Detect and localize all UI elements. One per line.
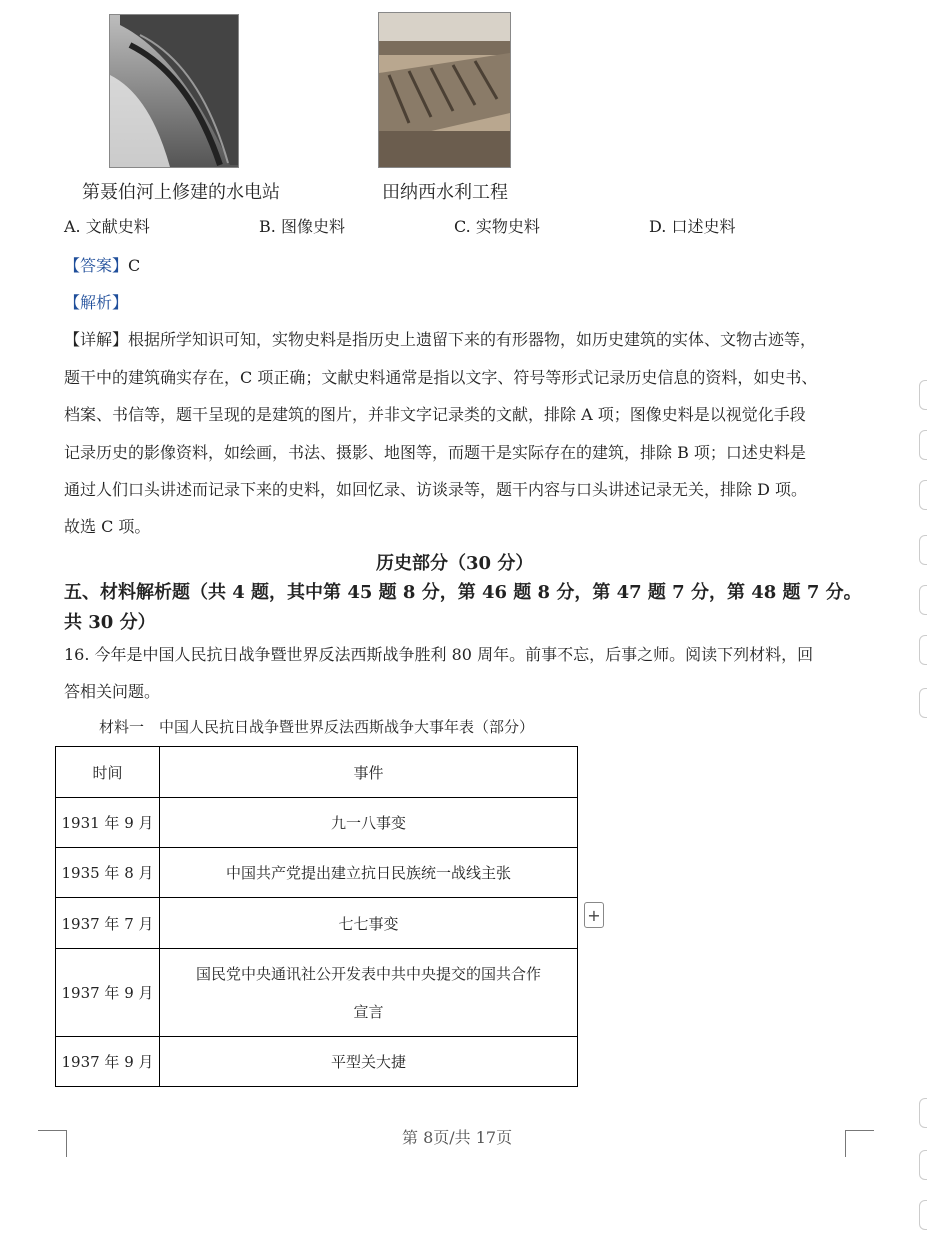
page-corner-left (38, 1130, 67, 1157)
table-row (56, 848, 578, 898)
answer-line (64, 253, 140, 276)
table-row (56, 798, 578, 848)
table-row (56, 898, 578, 949)
analysis-line-5: 通过人们口头讲述而记录下来的史料，如回忆录、访谈录等，题干内容与口头讲述记录无关，排除 D 项。 (64, 480, 808, 499)
section-heading-line-1: 五、材料解析题（共 4 题，其中第 45 题 8 分，第 46 题 8 分，第 47 题 7 分，第 48 题 7 分。 (64, 582, 862, 603)
option-letter: B. (259, 217, 276, 236)
option-text: 口述史料 (671, 217, 736, 236)
section-title: 历史部分（30 分） (376, 553, 534, 574)
option-text: 图像史料 (280, 217, 345, 236)
side-tab[interactable] (919, 535, 927, 565)
tennessee-dam-photo (378, 12, 511, 168)
question-line-1: 16. 今年是中国人民抗日战争暨世界反法西斯战争胜利 80 周年。前事不忘，后事之师。阅读下列材料，回 (64, 645, 814, 664)
question-line-2: 答相关问题。 (64, 682, 161, 701)
side-tab[interactable] (919, 1200, 927, 1230)
answer-label: 【答案】 (64, 256, 129, 275)
option-text: 文献史料 (85, 217, 150, 236)
option-text: 实物史料 (475, 217, 540, 236)
table-row (56, 949, 578, 1037)
answer-value: C (128, 256, 141, 275)
row-time: 1931 年 9 月 (56, 798, 160, 848)
page-footer: 第 8页/共 17页 (402, 1128, 513, 1147)
row-time: 1937 年 9 月 (56, 1037, 160, 1087)
analysis-line-3: 档案、书信等，题干呈现的是建筑的图片，并非文字记录类的文献，排除 A 项；图像史料是以视觉化手段 (64, 405, 806, 424)
analysis-line-4: 记录历史的影像资料，如绘画，书法、摄影、地图等，而题干是实际存在的建筑，排除 B 项；口述史料是 (64, 443, 806, 462)
option-b (259, 214, 345, 237)
page-corner-right (845, 1130, 874, 1157)
analysis-label: 【解析】 (64, 293, 129, 312)
header-event: 事件 (160, 747, 578, 798)
side-tab[interactable] (919, 1098, 927, 1128)
row-event: 平型关大捷 (160, 1037, 578, 1087)
events-table (55, 746, 578, 1087)
row-event: 七七事变 (160, 898, 578, 949)
option-letter: C. (454, 217, 471, 236)
option-letter: A. (64, 217, 81, 236)
row-time: 1937 年 7 月 (56, 898, 160, 949)
side-tab[interactable] (919, 1150, 927, 1180)
side-tab[interactable] (919, 585, 927, 615)
figure-caption-1: 第聂伯河上修建的水电站 (82, 182, 280, 203)
analysis-line-1: 【详解】根据所学知识可知，实物史料是指历史上遗留下来的有形器物，如历史建筑的实体、文物古迹等， (64, 330, 817, 349)
figure-caption-2: 田纳西水利工程 (382, 182, 508, 203)
row-time: 1935 年 8 月 (56, 848, 160, 898)
add-row-button[interactable]: + (584, 902, 604, 928)
row-event (160, 949, 578, 1037)
table-header-row (56, 747, 578, 798)
section-heading-line-2: 共 30 分） (64, 612, 156, 633)
material-title: 材料一 中国人民抗日战争暨世界反法西斯战争大事年表（部分） (99, 718, 535, 736)
row-event: 中国共产党提出建立抗日民族统一战线主张 (160, 848, 578, 898)
row-event-line: 宣言 (353, 1002, 384, 1021)
option-a (64, 214, 150, 237)
table-row (56, 1037, 578, 1087)
side-tab[interactable] (919, 688, 927, 718)
option-letter: D. (649, 217, 667, 236)
side-tab[interactable] (919, 635, 927, 665)
analysis-line-2: 题干中的建筑确实存在，C 项正确；文献史料通常是指以文字、符号等形式记录历史信息的资料，如史书、 (64, 368, 818, 387)
row-time: 1937 年 9 月 (56, 949, 160, 1037)
option-c (454, 214, 540, 237)
header-time: 时间 (56, 747, 160, 798)
side-tab[interactable] (919, 480, 927, 510)
dnieper-dam-photo (109, 14, 239, 168)
row-event: 九一八事变 (160, 798, 578, 848)
side-tab[interactable] (919, 380, 927, 410)
dam-photo-icon (110, 15, 238, 167)
side-tab[interactable] (919, 430, 927, 460)
option-d (649, 214, 735, 237)
row-event-line: 国民党中央通讯社公开发表中共中央提交的国共合作 (195, 964, 541, 983)
analysis-line-6: 故选 C 项。 (64, 517, 151, 536)
dam-photo-icon (379, 13, 510, 167)
